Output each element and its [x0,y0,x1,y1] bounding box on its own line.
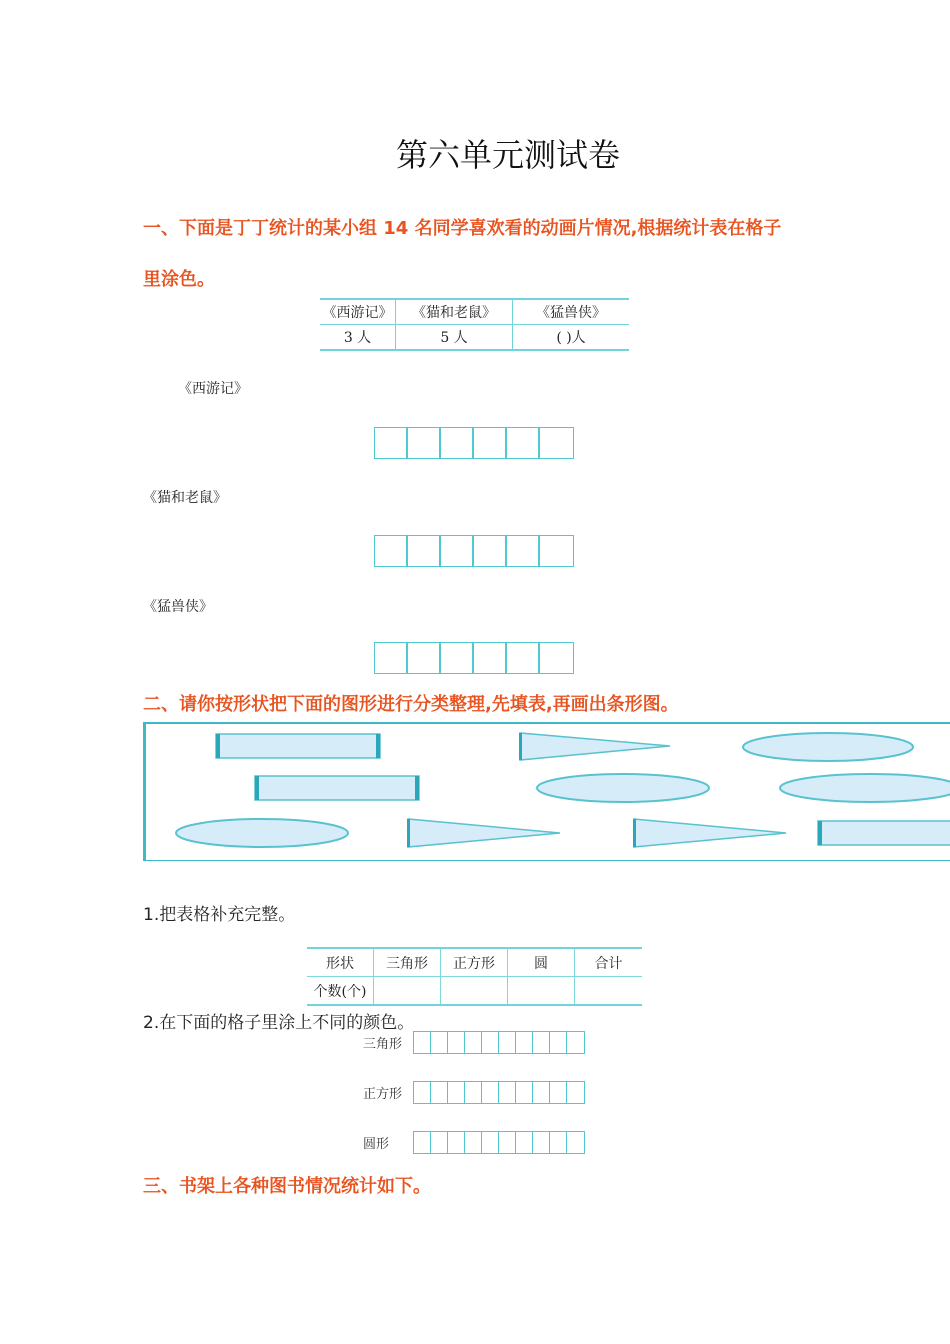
q1-table-value: 3 人 [320,325,396,351]
grid-cell[interactable] [431,1032,448,1053]
ellipse-shape [537,774,709,802]
grid-cell[interactable] [540,428,573,458]
q2-table-header: 形状 [307,948,374,977]
grid-cell[interactable] [474,428,507,458]
grid-cell[interactable] [414,1032,431,1053]
triangle-shape [407,819,560,847]
shapes-illustration [146,724,950,860]
grid-cell[interactable] [375,536,408,566]
grid-cell[interactable] [533,1132,550,1153]
q1-row-label: 《西游记》 [178,381,248,397]
grid-cell[interactable] [567,1082,584,1103]
q2-sub1: 1.把表格补充完整。 [143,905,296,925]
ellipse-shape [780,774,950,802]
grid-cell[interactable] [540,643,573,673]
grid-cell[interactable] [550,1032,567,1053]
q1-table-header: 《猛兽侠》 [513,299,630,325]
rectangle-shape [255,776,419,800]
q1-heading-line1: 一、下面是丁丁统计的某小组 14 名同学喜欢看的动画片情况,根据统计表在格子 [143,218,782,239]
q2-heading: 二、请你按形状把下面的图形进行分类整理,先填表,再画出条形图。 [143,694,679,715]
q2-grid-label: 圆形 [363,1137,390,1152]
grid-cell[interactable] [408,643,441,673]
grid-cell[interactable] [408,536,441,566]
grid-cell[interactable] [474,536,507,566]
q2-table-input-cell[interactable] [441,977,508,1006]
grid-cell[interactable] [482,1082,499,1103]
q1-table-value: 5 人 [396,325,513,351]
q2-grid-circle[interactable] [413,1131,585,1154]
q1-row-label: 《猛兽侠》 [143,599,213,615]
q1-table-value: ( )人 [513,325,630,351]
ellipse-shape [176,819,348,847]
q1-grid-tom-jerry[interactable] [374,535,574,567]
grid-cell[interactable] [567,1132,584,1153]
page-title: 第六单元测试卷 [395,136,620,174]
rectangle-shape [818,821,950,845]
q2-table-header: 正方形 [441,948,508,977]
q3-heading: 三、书架上各种图书情况统计如下。 [143,1176,431,1197]
grid-cell[interactable] [507,428,540,458]
grid-cell[interactable] [550,1132,567,1153]
grid-cell[interactable] [448,1082,465,1103]
grid-cell[interactable] [448,1132,465,1153]
q2-sub2: 2.在下面的格子里涂上不同的颜色。 [143,1013,415,1033]
grid-cell[interactable] [408,428,441,458]
q1-table-header: 《西游记》 [320,299,396,325]
grid-cell[interactable] [375,428,408,458]
q2-grid-label: 正方形 [363,1087,403,1102]
grid-cell[interactable] [499,1032,516,1053]
grid-cell[interactable] [507,643,540,673]
triangle-shape [633,819,786,847]
q2-table-input-cell[interactable] [575,977,643,1006]
q2-table-input-cell[interactable] [374,977,441,1006]
q1-grid-xiyouji[interactable] [374,427,574,459]
rectangle-shape [216,734,380,758]
grid-cell[interactable] [375,643,408,673]
q2-table-row-label: 个数(个) [307,977,374,1006]
grid-cell[interactable] [465,1082,482,1103]
q1-stat-table [320,298,629,351]
grid-cell[interactable] [507,536,540,566]
grid-cell[interactable] [431,1082,448,1103]
grid-cell[interactable] [533,1032,550,1053]
grid-cell[interactable] [441,643,474,673]
grid-cell[interactable] [441,536,474,566]
q2-grid-triangle[interactable] [413,1031,585,1054]
grid-cell[interactable] [482,1132,499,1153]
grid-cell[interactable] [516,1032,533,1053]
grid-cell[interactable] [482,1032,499,1053]
triangle-shape [519,733,670,760]
shapes-panel [143,722,950,861]
q2-grid-square[interactable] [413,1081,585,1104]
grid-cell[interactable] [431,1132,448,1153]
q2-table-header: 合计 [575,948,643,977]
grid-cell[interactable] [567,1032,584,1053]
grid-cell[interactable] [540,536,573,566]
grid-cell[interactable] [441,428,474,458]
grid-cell[interactable] [499,1132,516,1153]
q1-table-header: 《猫和老鼠》 [396,299,513,325]
grid-cell[interactable] [516,1132,533,1153]
grid-cell[interactable] [448,1032,465,1053]
grid-cell[interactable] [533,1082,550,1103]
q1-heading-line2: 里涂色。 [143,269,215,290]
grid-cell[interactable] [414,1082,431,1103]
grid-cell[interactable] [516,1082,533,1103]
q2-table-header: 三角形 [374,948,441,977]
q1-grid-beast-heroes[interactable] [374,642,574,674]
q2-table-input-cell[interactable] [508,977,575,1006]
grid-cell[interactable] [414,1132,431,1153]
q2-table-header: 圆 [508,948,575,977]
grid-cell[interactable] [550,1082,567,1103]
q2-count-table [307,947,642,1006]
grid-cell[interactable] [465,1132,482,1153]
q2-grid-label: 三角形 [363,1037,403,1052]
grid-cell[interactable] [499,1082,516,1103]
ellipse-shape [743,733,913,761]
grid-cell[interactable] [474,643,507,673]
grid-cell[interactable] [465,1032,482,1053]
q1-row-label: 《猫和老鼠》 [143,490,227,506]
